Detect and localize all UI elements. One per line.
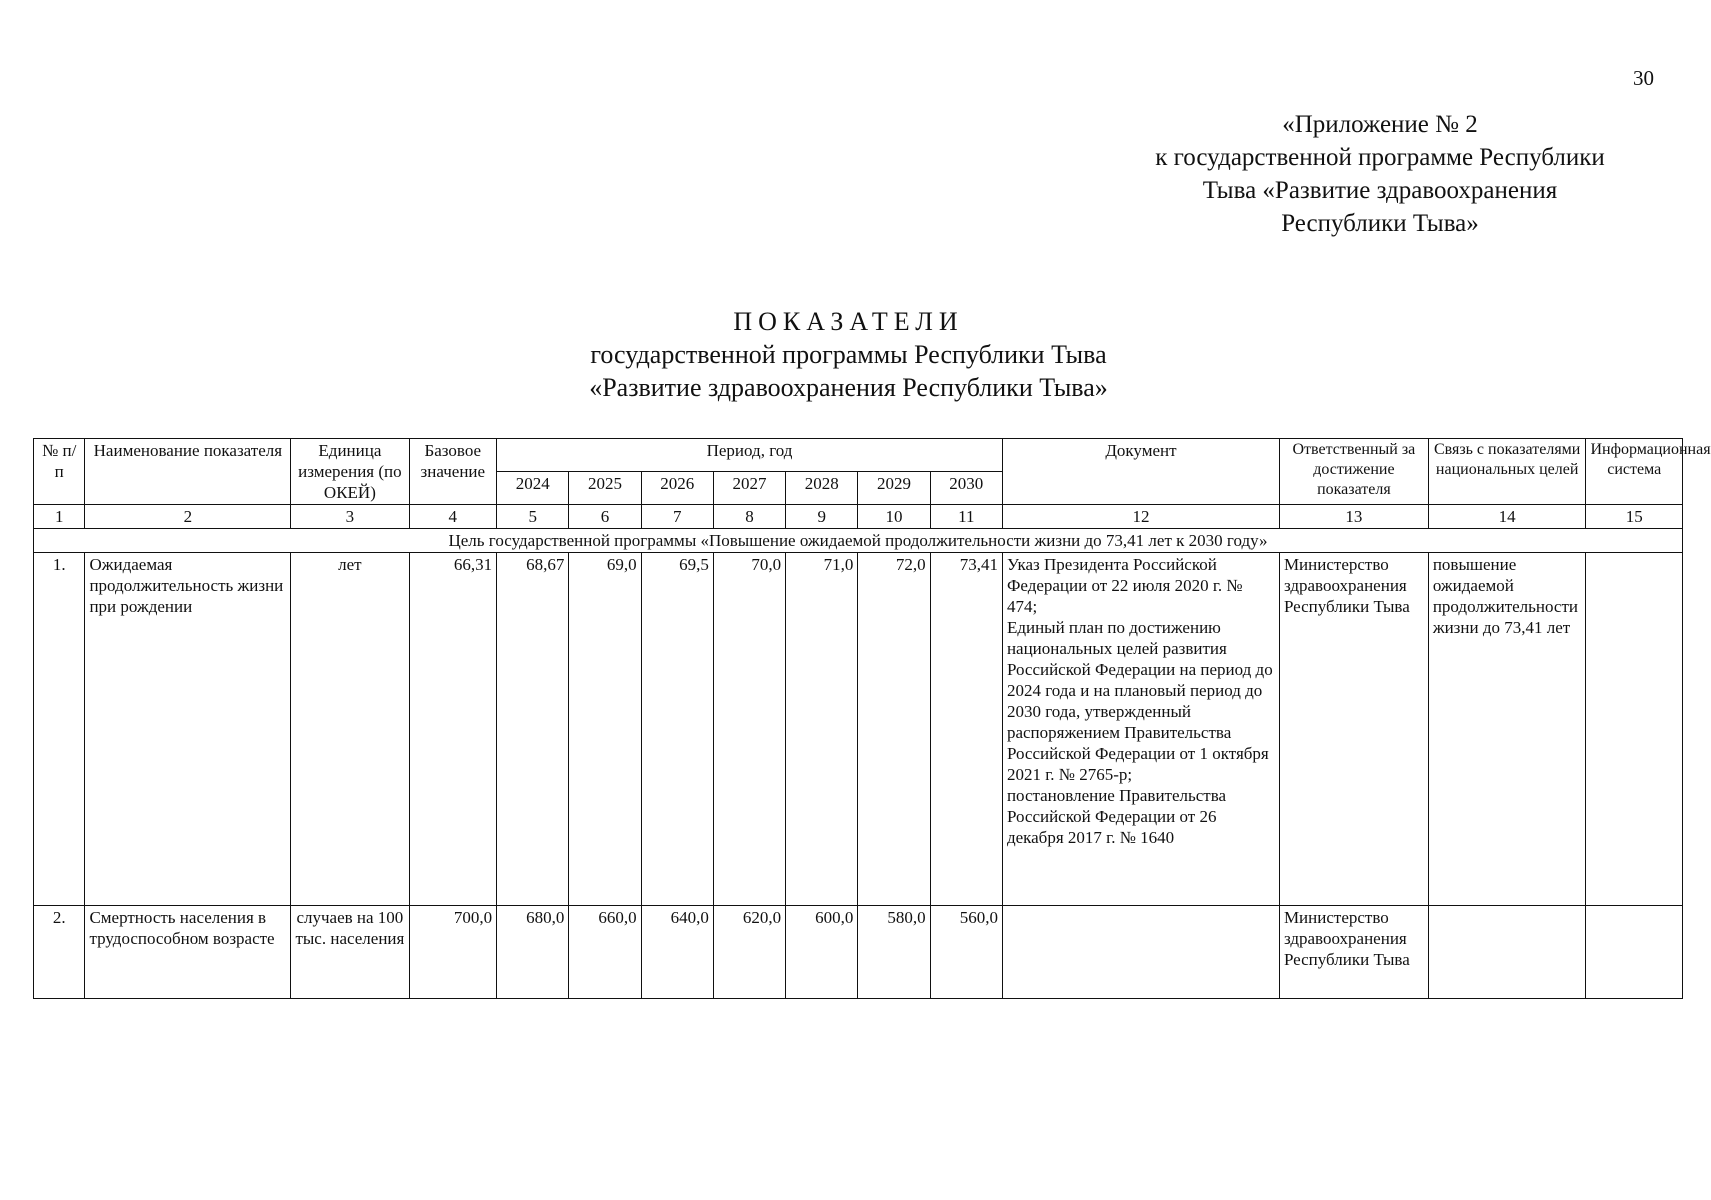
header-period: Период, год bbox=[497, 439, 1003, 472]
title-line-3: «Развитие здравоохранения Республики Тыва» bbox=[589, 373, 1108, 402]
header-year: 2026 bbox=[641, 472, 713, 505]
appendix-note bbox=[1100, 108, 1660, 240]
column-numbers-row bbox=[34, 505, 1683, 529]
document-line: постановление Правительства Российской Федерации от 26 декабря 2017 г. № 1640 bbox=[1006, 786, 1227, 847]
column-number: 14 bbox=[1428, 505, 1586, 529]
row-num: 1. bbox=[34, 553, 85, 906]
header-year: 2027 bbox=[713, 472, 785, 505]
column-number: 11 bbox=[930, 505, 1002, 529]
table-row bbox=[34, 906, 1683, 999]
title-heading: ПОКАЗАТЕЛИ bbox=[733, 307, 964, 336]
row-value: 72,0 bbox=[858, 553, 930, 906]
row-value: 680,0 bbox=[497, 906, 569, 999]
goal-row bbox=[34, 529, 1683, 553]
header-year: 2025 bbox=[569, 472, 641, 505]
row-value: 640,0 bbox=[641, 906, 713, 999]
column-number: 12 bbox=[1002, 505, 1279, 529]
header-document: Документ bbox=[1002, 439, 1279, 505]
appendix-line: к государственной программе Республики bbox=[1155, 144, 1605, 171]
row-responsible: Министерство здравоохранения Республики Тыва bbox=[1279, 906, 1428, 999]
column-number: 15 bbox=[1586, 505, 1683, 529]
document-line: Единый план по достижению национальных целей развития Российской Федерации на период до 2024 года и на плановый период до 2030 года, утвержденный распоряжением Правительства Российской Федерации от 1 октября 2021 г. № 2765-р; bbox=[1006, 618, 1273, 784]
column-number: 5 bbox=[497, 505, 569, 529]
row-value: 68,67 bbox=[497, 553, 569, 906]
header-base: Базовое значение bbox=[409, 439, 497, 505]
row-unit: случаев на 100 тыс. населения bbox=[291, 906, 409, 999]
column-number: 3 bbox=[291, 505, 409, 529]
row-document bbox=[1002, 906, 1279, 999]
header-year: 2024 bbox=[497, 472, 569, 505]
row-document bbox=[1002, 553, 1279, 906]
appendix-line: Тыва «Развитие здравоохранения bbox=[1202, 177, 1558, 204]
column-number: 9 bbox=[786, 505, 858, 529]
table-row bbox=[34, 553, 1683, 906]
row-value: 69,5 bbox=[641, 553, 713, 906]
row-value: 71,0 bbox=[786, 553, 858, 906]
title-line-2: государственной программы Республики Тыва bbox=[590, 340, 1107, 369]
row-link: повышение ожидаемой продолжительности жизни до 73,41 лет bbox=[1428, 553, 1586, 906]
row-num: 2. bbox=[34, 906, 85, 999]
row-responsible: Министерство здравоохранения Республики Тыва bbox=[1279, 553, 1428, 906]
column-number: 13 bbox=[1279, 505, 1428, 529]
header-link: Связь с показателями национальных целей bbox=[1428, 439, 1586, 505]
page-number: 30 bbox=[1633, 66, 1654, 90]
document-title bbox=[0, 305, 1697, 404]
header-year: 2030 bbox=[930, 472, 1002, 505]
header-responsible: Ответственный за достижение показателя bbox=[1279, 439, 1428, 505]
row-link bbox=[1428, 906, 1586, 999]
appendix-line: Республики Тыва» bbox=[1281, 210, 1479, 237]
indicators-table bbox=[33, 438, 1711, 999]
row-base: 66,31 bbox=[409, 553, 497, 906]
column-number: 1 bbox=[34, 505, 85, 529]
document-line: Указ Президента Российской Федерации от 22 июля 2020 г. № 474; bbox=[1006, 555, 1243, 616]
header-info-system: Информационная система bbox=[1586, 439, 1683, 505]
row-value: 660,0 bbox=[569, 906, 641, 999]
row-value: 560,0 bbox=[930, 906, 1002, 999]
program-goal: Цель государственной программы «Повышение ожидаемой продолжительности жизни до 73,41 лет к 2030 году» bbox=[34, 529, 1683, 553]
row-value: 600,0 bbox=[786, 906, 858, 999]
header-year: 2028 bbox=[786, 472, 858, 505]
column-number: 4 bbox=[409, 505, 497, 529]
header-year: 2029 bbox=[858, 472, 930, 505]
row-unit: лет bbox=[291, 553, 409, 906]
header-row bbox=[34, 439, 1683, 472]
header-unit: Единица измерения (по ОКЕЙ) bbox=[291, 439, 409, 505]
row-info-system bbox=[1586, 906, 1683, 999]
row-value: 580,0 bbox=[858, 906, 930, 999]
row-value: 73,41 bbox=[930, 553, 1002, 906]
appendix-line: «Приложение № 2 bbox=[1282, 111, 1478, 138]
header-num: № п/п bbox=[34, 439, 85, 505]
row-name: Смертность населения в трудоспособном возрасте bbox=[85, 906, 291, 999]
column-number: 2 bbox=[85, 505, 291, 529]
column-number: 8 bbox=[713, 505, 785, 529]
header-name: Наименование показателя bbox=[85, 439, 291, 505]
row-value: 620,0 bbox=[713, 906, 785, 999]
column-number: 10 bbox=[858, 505, 930, 529]
row-info-system bbox=[1586, 553, 1683, 906]
row-value: 69,0 bbox=[569, 553, 641, 906]
column-number: 6 bbox=[569, 505, 641, 529]
row-name: Ожидаемая продолжительность жизни при рождении bbox=[85, 553, 291, 906]
row-value: 70,0 bbox=[713, 553, 785, 906]
row-base: 700,0 bbox=[409, 906, 497, 999]
column-number: 7 bbox=[641, 505, 713, 529]
